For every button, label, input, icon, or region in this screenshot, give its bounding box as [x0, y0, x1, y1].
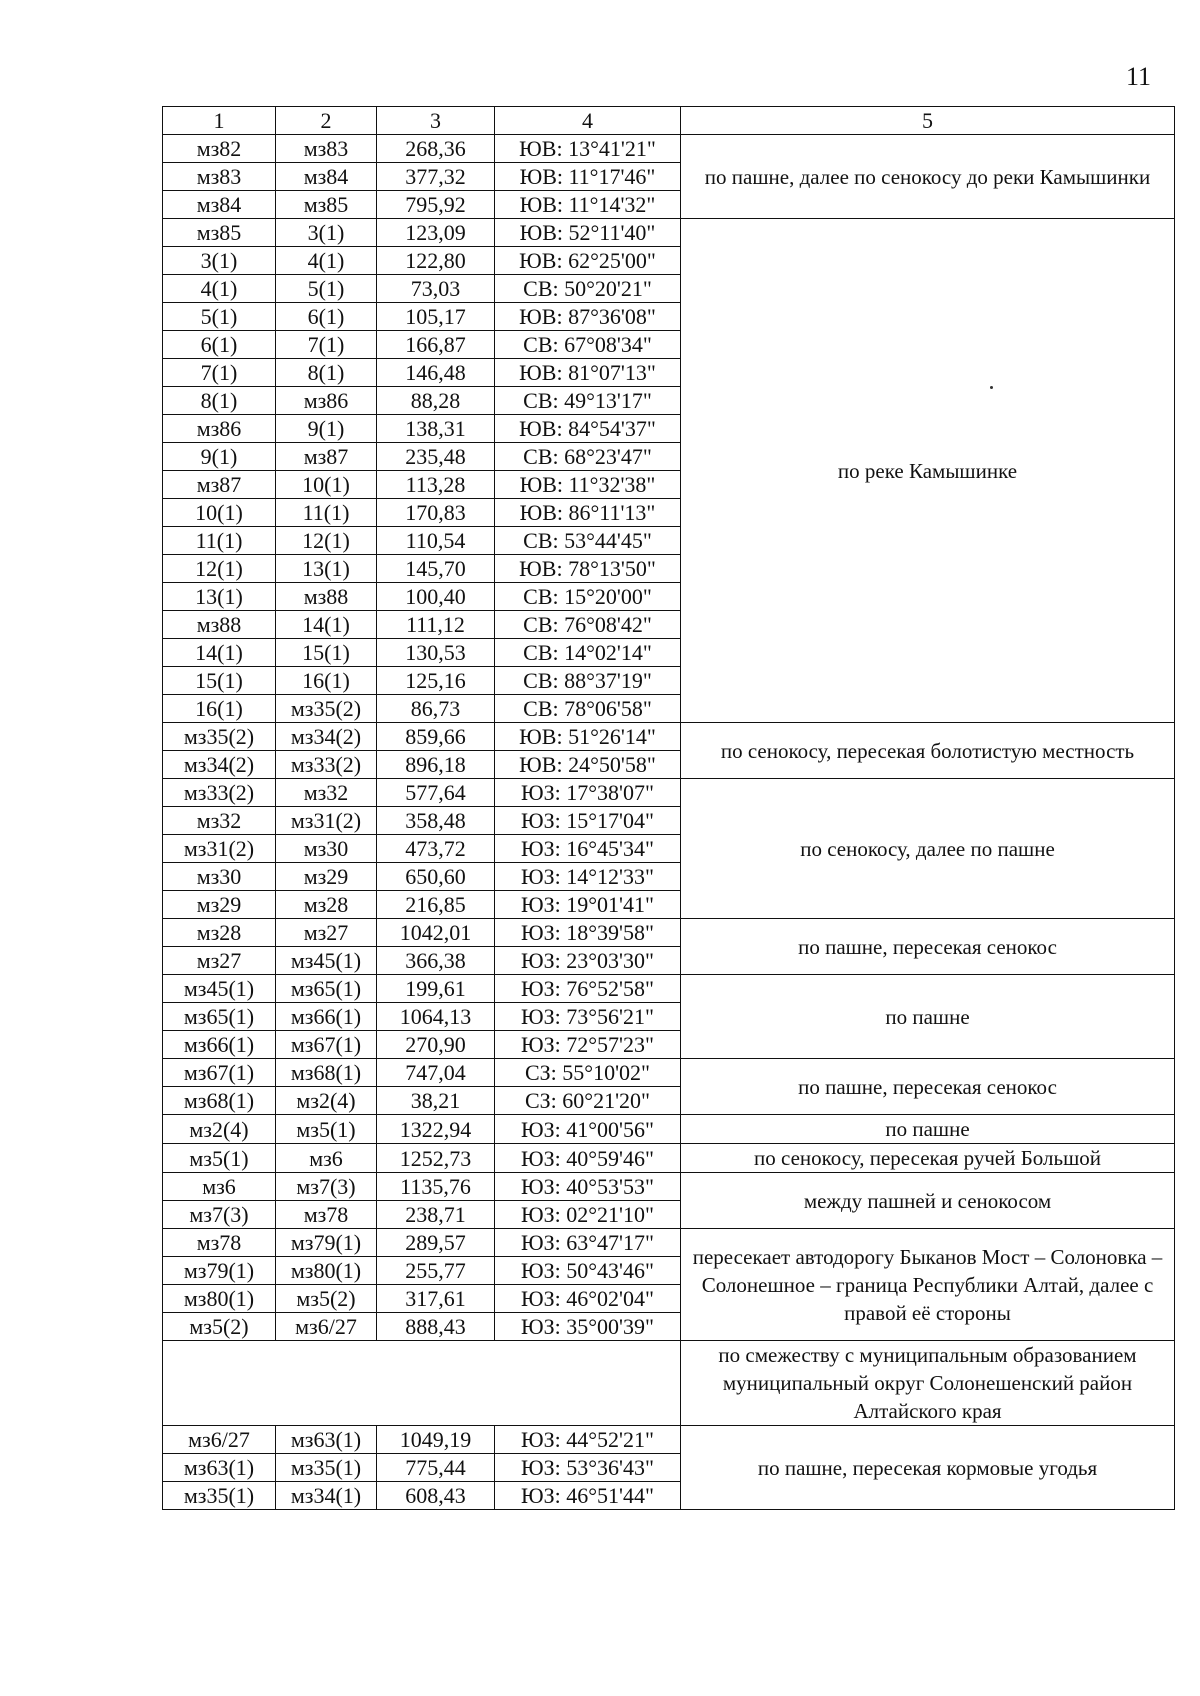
distance-cell: 138,31: [377, 415, 495, 443]
description-cell: по пашне, пересекая сенокос: [681, 1059, 1175, 1115]
merged-row: [163, 1341, 1175, 1426]
description-cell: по сенокосу, далее по пашне: [681, 779, 1175, 919]
point-from-cell: мз35(2): [163, 723, 276, 751]
point-from-cell: 7(1): [163, 359, 276, 387]
bearing-cell: ЮВ: 11°14'32": [495, 191, 681, 219]
blank-cell: [163, 1341, 681, 1426]
point-from-cell: 14(1): [163, 639, 276, 667]
point-to-cell: мз83: [276, 135, 377, 163]
bearing-cell: ЮВ: 86°11'13": [495, 499, 681, 527]
point-from-cell: мз31(2): [163, 835, 276, 863]
point-from-cell: мз2(4): [163, 1115, 276, 1144]
distance-cell: 122,80: [377, 247, 495, 275]
bearing-cell: ЮЗ: 15°17'04": [495, 807, 681, 835]
point-to-cell: мз65(1): [276, 975, 377, 1003]
description-cell: по сенокосу, пересекая ручей Большой: [681, 1144, 1175, 1173]
bearing-cell: СЗ: 60°21'20": [495, 1087, 681, 1115]
point-from-cell: 16(1): [163, 695, 276, 723]
distance-cell: 775,44: [377, 1454, 495, 1482]
point-from-cell: мз88: [163, 611, 276, 639]
distance-cell: 216,85: [377, 891, 495, 919]
distance-cell: 888,43: [377, 1313, 495, 1341]
bearing-cell: ЮЗ: 46°51'44": [495, 1482, 681, 1510]
table-row: [163, 919, 1175, 947]
point-from-cell: мз86: [163, 415, 276, 443]
point-to-cell: мз34(1): [276, 1482, 377, 1510]
table-row: [163, 1229, 1175, 1257]
point-to-cell: 11(1): [276, 499, 377, 527]
distance-cell: 1135,76: [377, 1173, 495, 1201]
bearing-cell: СВ: 53°44'45": [495, 527, 681, 555]
header-cell: 3: [377, 107, 495, 135]
point-from-cell: мз5(2): [163, 1313, 276, 1341]
point-from-cell: мз80(1): [163, 1285, 276, 1313]
point-to-cell: мз34(2): [276, 723, 377, 751]
point-to-cell: мз68(1): [276, 1059, 377, 1087]
point-from-cell: 8(1): [163, 387, 276, 415]
bearing-cell: СВ: 50°20'21": [495, 275, 681, 303]
bearing-cell: СЗ: 55°10'02": [495, 1059, 681, 1087]
header-cell: 5: [681, 107, 1175, 135]
point-to-cell: 8(1): [276, 359, 377, 387]
distance-cell: 270,90: [377, 1031, 495, 1059]
point-to-cell: мз35(1): [276, 1454, 377, 1482]
distance-cell: 1049,19: [377, 1426, 495, 1454]
point-from-cell: мз78: [163, 1229, 276, 1257]
distance-cell: 255,77: [377, 1257, 495, 1285]
distance-cell: 289,57: [377, 1229, 495, 1257]
distance-cell: 377,32: [377, 163, 495, 191]
bearing-cell: СВ: 49°13'17": [495, 387, 681, 415]
distance-cell: 130,53: [377, 639, 495, 667]
table-row: [163, 1426, 1175, 1454]
distance-cell: 199,61: [377, 975, 495, 1003]
point-from-cell: мз34(2): [163, 751, 276, 779]
description-cell: по пашне, далее по сенокосу до реки Камышинки: [681, 135, 1175, 219]
point-from-cell: 15(1): [163, 667, 276, 695]
description-cell: по реке Камышинке: [681, 219, 1175, 723]
table-row: [163, 219, 1175, 247]
distance-cell: 110,54: [377, 527, 495, 555]
point-to-cell: мз5(1): [276, 1115, 377, 1144]
point-to-cell: 9(1): [276, 415, 377, 443]
point-to-cell: 13(1): [276, 555, 377, 583]
distance-cell: 73,03: [377, 275, 495, 303]
point-to-cell: мз28: [276, 891, 377, 919]
bearing-cell: ЮЗ: 63°47'17": [495, 1229, 681, 1257]
point-to-cell: мз5(2): [276, 1285, 377, 1313]
point-from-cell: мз84: [163, 191, 276, 219]
distance-cell: 1252,73: [377, 1144, 495, 1173]
point-to-cell: мз86: [276, 387, 377, 415]
point-from-cell: 11(1): [163, 527, 276, 555]
point-to-cell: мз87: [276, 443, 377, 471]
point-to-cell: мз29: [276, 863, 377, 891]
point-to-cell: мз31(2): [276, 807, 377, 835]
bearing-cell: ЮЗ: 18°39'58": [495, 919, 681, 947]
table-body: [163, 107, 1175, 1510]
distance-cell: 105,17: [377, 303, 495, 331]
distance-cell: 268,36: [377, 135, 495, 163]
header-cell: 4: [495, 107, 681, 135]
distance-cell: 145,70: [377, 555, 495, 583]
bearing-cell: ЮЗ: 40°53'53": [495, 1173, 681, 1201]
description-cell: по пашне, пересекая кормовые угодья: [681, 1426, 1175, 1510]
bearing-cell: ЮВ: 11°32'38": [495, 471, 681, 499]
bearing-cell: ЮВ: 13°41'21": [495, 135, 681, 163]
point-to-cell: 7(1): [276, 331, 377, 359]
point-from-cell: 5(1): [163, 303, 276, 331]
point-from-cell: 3(1): [163, 247, 276, 275]
distance-cell: 1322,94: [377, 1115, 495, 1144]
distance-cell: 1064,13: [377, 1003, 495, 1031]
point-from-cell: мз79(1): [163, 1257, 276, 1285]
bearing-cell: ЮЗ: 16°45'34": [495, 835, 681, 863]
distance-cell: 366,38: [377, 947, 495, 975]
table-row: [163, 975, 1175, 1003]
point-to-cell: мз80(1): [276, 1257, 377, 1285]
description-cell: по пашне: [681, 975, 1175, 1059]
point-to-cell: 12(1): [276, 527, 377, 555]
point-to-cell: 10(1): [276, 471, 377, 499]
table-row: [163, 1059, 1175, 1087]
distance-cell: 170,83: [377, 499, 495, 527]
bearing-cell: ЮВ: 52°11'40": [495, 219, 681, 247]
point-to-cell: 16(1): [276, 667, 377, 695]
distance-cell: 358,48: [377, 807, 495, 835]
distance-cell: 1042,01: [377, 919, 495, 947]
bearing-cell: ЮВ: 51°26'14": [495, 723, 681, 751]
bearing-cell: ЮЗ: 40°59'46": [495, 1144, 681, 1173]
point-from-cell: мз35(1): [163, 1482, 276, 1510]
bearing-cell: СВ: 68°23'47": [495, 443, 681, 471]
boundary-table: [162, 106, 1175, 1510]
bearing-cell: ЮВ: 84°54'37": [495, 415, 681, 443]
table-row: [163, 135, 1175, 163]
point-to-cell: мз27: [276, 919, 377, 947]
point-from-cell: мз65(1): [163, 1003, 276, 1031]
point-to-cell: мз6: [276, 1144, 377, 1173]
distance-cell: 113,28: [377, 471, 495, 499]
point-from-cell: 4(1): [163, 275, 276, 303]
distance-cell: 88,28: [377, 387, 495, 415]
bearing-cell: ЮЗ: 72°57'23": [495, 1031, 681, 1059]
point-from-cell: мз67(1): [163, 1059, 276, 1087]
bearing-cell: ЮВ: 87°36'08": [495, 303, 681, 331]
description-cell: между пашней и сенокосом: [681, 1173, 1175, 1229]
distance-cell: 111,12: [377, 611, 495, 639]
bearing-cell: ЮЗ: 46°02'04": [495, 1285, 681, 1313]
table-row: [163, 1115, 1175, 1144]
table-row: [163, 723, 1175, 751]
bearing-cell: ЮЗ: 14°12'33": [495, 863, 681, 891]
distance-cell: 100,40: [377, 583, 495, 611]
point-to-cell: мз35(2): [276, 695, 377, 723]
bearing-cell: ЮВ: 24°50'58": [495, 751, 681, 779]
point-from-cell: мз29: [163, 891, 276, 919]
point-from-cell: мз6/27: [163, 1426, 276, 1454]
point-to-cell: мз85: [276, 191, 377, 219]
bearing-cell: ЮВ: 62°25'00": [495, 247, 681, 275]
point-from-cell: мз87: [163, 471, 276, 499]
point-to-cell: 15(1): [276, 639, 377, 667]
bearing-cell: СВ: 67°08'34": [495, 331, 681, 359]
description-cell: по сенокосу, пересекая болотистую местность: [681, 723, 1175, 779]
bearing-cell: СВ: 78°06'58": [495, 695, 681, 723]
point-to-cell: мз6/27: [276, 1313, 377, 1341]
point-to-cell: мз67(1): [276, 1031, 377, 1059]
header-cell: 1: [163, 107, 276, 135]
bearing-cell: ЮЗ: 76°52'58": [495, 975, 681, 1003]
bearing-cell: ЮЗ: 02°21'10": [495, 1201, 681, 1229]
page-number: 11: [1126, 62, 1152, 91]
bearing-cell: ЮЗ: 73°56'21": [495, 1003, 681, 1031]
distance-cell: 38,21: [377, 1087, 495, 1115]
bearing-cell: ЮВ: 11°17'46": [495, 163, 681, 191]
bearing-cell: СВ: 76°08'42": [495, 611, 681, 639]
distance-cell: 473,72: [377, 835, 495, 863]
distance-cell: 577,64: [377, 779, 495, 807]
description-cell: пересекает автодорогу Быканов Мост – Солоновка – Солонешное – граница Республики Алтай, далее с правой её стороны: [681, 1229, 1175, 1341]
point-from-cell: мз5(1): [163, 1144, 276, 1173]
table-row: [163, 1173, 1175, 1201]
point-from-cell: мз33(2): [163, 779, 276, 807]
bearing-cell: ЮВ: 81°07'13": [495, 359, 681, 387]
point-to-cell: мз7(3): [276, 1173, 377, 1201]
distance-cell: 166,87: [377, 331, 495, 359]
point-from-cell: 6(1): [163, 331, 276, 359]
point-to-cell: мз32: [276, 779, 377, 807]
description-cell: по пашне, пересекая сенокос: [681, 919, 1175, 975]
point-to-cell: мз30: [276, 835, 377, 863]
point-from-cell: мз28: [163, 919, 276, 947]
description-cell: по смежеству с муниципальным образованием муниципальный округ Солонешенский район Алтайского края: [681, 1341, 1175, 1426]
point-to-cell: мз84: [276, 163, 377, 191]
point-from-cell: 13(1): [163, 583, 276, 611]
distance-cell: 859,66: [377, 723, 495, 751]
table-row: [163, 779, 1175, 807]
bearing-cell: СВ: 14°02'14": [495, 639, 681, 667]
point-from-cell: мз83: [163, 163, 276, 191]
distance-cell: 125,16: [377, 667, 495, 695]
bearing-cell: ЮЗ: 50°43'46": [495, 1257, 681, 1285]
distance-cell: 86,73: [377, 695, 495, 723]
point-from-cell: 10(1): [163, 499, 276, 527]
bearing-cell: ЮЗ: 41°00'56": [495, 1115, 681, 1144]
point-from-cell: мз6: [163, 1173, 276, 1201]
point-to-cell: мз2(4): [276, 1087, 377, 1115]
point-from-cell: мз45(1): [163, 975, 276, 1003]
point-to-cell: 5(1): [276, 275, 377, 303]
point-from-cell: мз68(1): [163, 1087, 276, 1115]
point-from-cell: мз63(1): [163, 1454, 276, 1482]
point-to-cell: мз66(1): [276, 1003, 377, 1031]
distance-cell: 608,43: [377, 1482, 495, 1510]
bearing-cell: СВ: 88°37'19": [495, 667, 681, 695]
distance-cell: 235,48: [377, 443, 495, 471]
point-to-cell: мз78: [276, 1201, 377, 1229]
point-from-cell: мз30: [163, 863, 276, 891]
point-from-cell: мз82: [163, 135, 276, 163]
point-from-cell: мз66(1): [163, 1031, 276, 1059]
bearing-cell: ЮЗ: 17°38'07": [495, 779, 681, 807]
distance-cell: 146,48: [377, 359, 495, 387]
point-from-cell: 12(1): [163, 555, 276, 583]
distance-cell: 238,71: [377, 1201, 495, 1229]
table-row: [163, 1144, 1175, 1173]
point-to-cell: 6(1): [276, 303, 377, 331]
bearing-cell: ЮЗ: 53°36'43": [495, 1454, 681, 1482]
description-cell: по пашне: [681, 1115, 1175, 1144]
distance-cell: 747,04: [377, 1059, 495, 1087]
point-to-cell: 4(1): [276, 247, 377, 275]
point-from-cell: мз85: [163, 219, 276, 247]
header-row: [163, 107, 1175, 135]
distance-cell: 317,61: [377, 1285, 495, 1313]
scan-speck: [990, 386, 993, 389]
point-to-cell: мз33(2): [276, 751, 377, 779]
bearing-cell: ЮЗ: 35°00'39": [495, 1313, 681, 1341]
distance-cell: 650,60: [377, 863, 495, 891]
distance-cell: 123,09: [377, 219, 495, 247]
point-to-cell: 14(1): [276, 611, 377, 639]
point-from-cell: мз27: [163, 947, 276, 975]
bearing-cell: СВ: 15°20'00": [495, 583, 681, 611]
point-to-cell: мз79(1): [276, 1229, 377, 1257]
point-to-cell: 3(1): [276, 219, 377, 247]
bearing-cell: ЮЗ: 44°52'21": [495, 1426, 681, 1454]
distance-cell: 795,92: [377, 191, 495, 219]
distance-cell: 896,18: [377, 751, 495, 779]
point-from-cell: мз32: [163, 807, 276, 835]
point-from-cell: мз7(3): [163, 1201, 276, 1229]
point-to-cell: мз45(1): [276, 947, 377, 975]
bearing-cell: ЮЗ: 23°03'30": [495, 947, 681, 975]
point-from-cell: 9(1): [163, 443, 276, 471]
bearing-cell: ЮВ: 78°13'50": [495, 555, 681, 583]
point-to-cell: мз63(1): [276, 1426, 377, 1454]
point-to-cell: мз88: [276, 583, 377, 611]
bearing-cell: ЮЗ: 19°01'41": [495, 891, 681, 919]
header-cell: 2: [276, 107, 377, 135]
